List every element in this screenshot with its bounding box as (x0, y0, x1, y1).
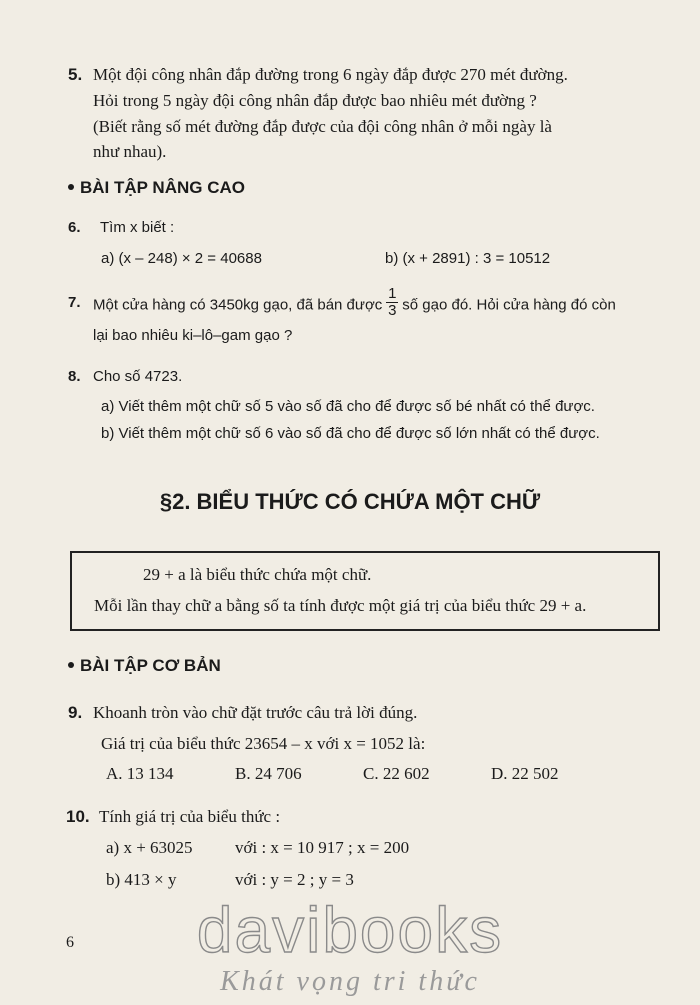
basic-exercises-heading (68, 656, 221, 676)
exercise-9-number: 9. (68, 703, 83, 722)
exercise-9-option-a: A. 13 134 (106, 764, 174, 783)
advanced-exercises-heading (68, 178, 245, 198)
bullet-icon (68, 662, 74, 668)
fraction-denominator: 3 (388, 302, 397, 319)
page-number: 6 (66, 934, 74, 951)
bullet-icon (68, 184, 74, 190)
exercise-6-part-b: b) (x + 2891) : 3 = 10512 (385, 250, 551, 267)
exercise-8-part-b: b) Viết thêm một chữ số 6 vào số đã cho để được số lớn nhất có thể được. (101, 425, 600, 442)
exercise-9-option-c: C. 22 602 (363, 764, 430, 783)
exercise-7-line-1 (93, 285, 616, 322)
exercise-6-intro: Tìm x biết : (100, 219, 175, 236)
exercise-6-number: 6. (68, 219, 81, 236)
exercise-5-line-2: Hỏi trong 5 ngày đội công nhân đắp được bao nhiêu mét đường ? (93, 91, 537, 110)
watermark-brand: davibooks (196, 894, 504, 966)
watermark-slogan: Khát vọng tri thức (220, 966, 480, 997)
exercise-10-intro: Tính giá trị của biểu thức : (99, 807, 281, 826)
exercise-9-line-2: Giá trị của biểu thức 23654 – x với x = 1052 là: (101, 734, 426, 753)
definition-line-2: Mỗi lần thay chữ a bằng số ta tính được một giá trị của biểu thức 29 + a. (94, 596, 587, 615)
exercise-7-line-2: lại bao nhiêu ki–lô–gam gạo ? (93, 327, 293, 344)
fraction-numerator: 1 (388, 285, 397, 302)
exercise-7-text-before: Một cửa hàng có 3450kg gạo, đã bán được (93, 296, 383, 314)
basic-heading-text: BÀI TẬP CƠ BẢN (80, 656, 221, 675)
exercise-9-line-1: Khoanh tròn vào chữ đặt trước câu trả lời đúng. (93, 703, 418, 722)
exercise-7-number: 7. (68, 294, 81, 311)
exercise-10-number: 10. (66, 807, 90, 826)
exercise-5-line-1: Một đội công nhân đắp đường trong 6 ngày đắp được 270 mét đường. (93, 65, 568, 84)
exercise-10-part-a-expression: a) x + 63025 (106, 838, 193, 857)
section-title: §2. BIỂU THỨC CÓ CHỨA MỘT CHỮ (159, 489, 541, 514)
advanced-heading-text: BÀI TẬP NÂNG CAO (80, 178, 245, 197)
exercise-10-part-b-values: với : y = 2 ; y = 3 (235, 870, 354, 889)
exercise-5-number: 5. (68, 65, 83, 84)
exercise-5-line-3: (Biết rằng số mét đường đắp được của đội công nhân ở mỗi ngày là (93, 117, 552, 136)
exercise-8-part-a: a) Viết thêm một chữ số 5 vào số đã cho để được số bé nhất có thể được. (101, 398, 595, 415)
definition-box (70, 551, 660, 631)
exercise-10-part-b-expression: b) 413 × y (106, 870, 177, 889)
exercise-5-line-4: như nhau). (93, 142, 167, 161)
exercise-8-intro: Cho số 4723. (93, 368, 183, 385)
exercise-6-part-a: a) (x – 248) × 2 = 40688 (101, 250, 262, 267)
exercise-7-text-after: số gạo đó. Hỏi cửa hàng đó còn (402, 296, 616, 314)
exercise-10-part-a-values: với : x = 10 917 ; x = 200 (235, 838, 410, 857)
exercise-8-number: 8. (68, 368, 81, 385)
definition-line-1: 29 + a là biểu thức chứa một chữ. (143, 565, 372, 584)
fraction-one-third (386, 286, 398, 319)
exercise-9-option-d: D. 22 502 (491, 764, 559, 783)
exercise-9-option-b: B. 24 706 (235, 764, 302, 783)
